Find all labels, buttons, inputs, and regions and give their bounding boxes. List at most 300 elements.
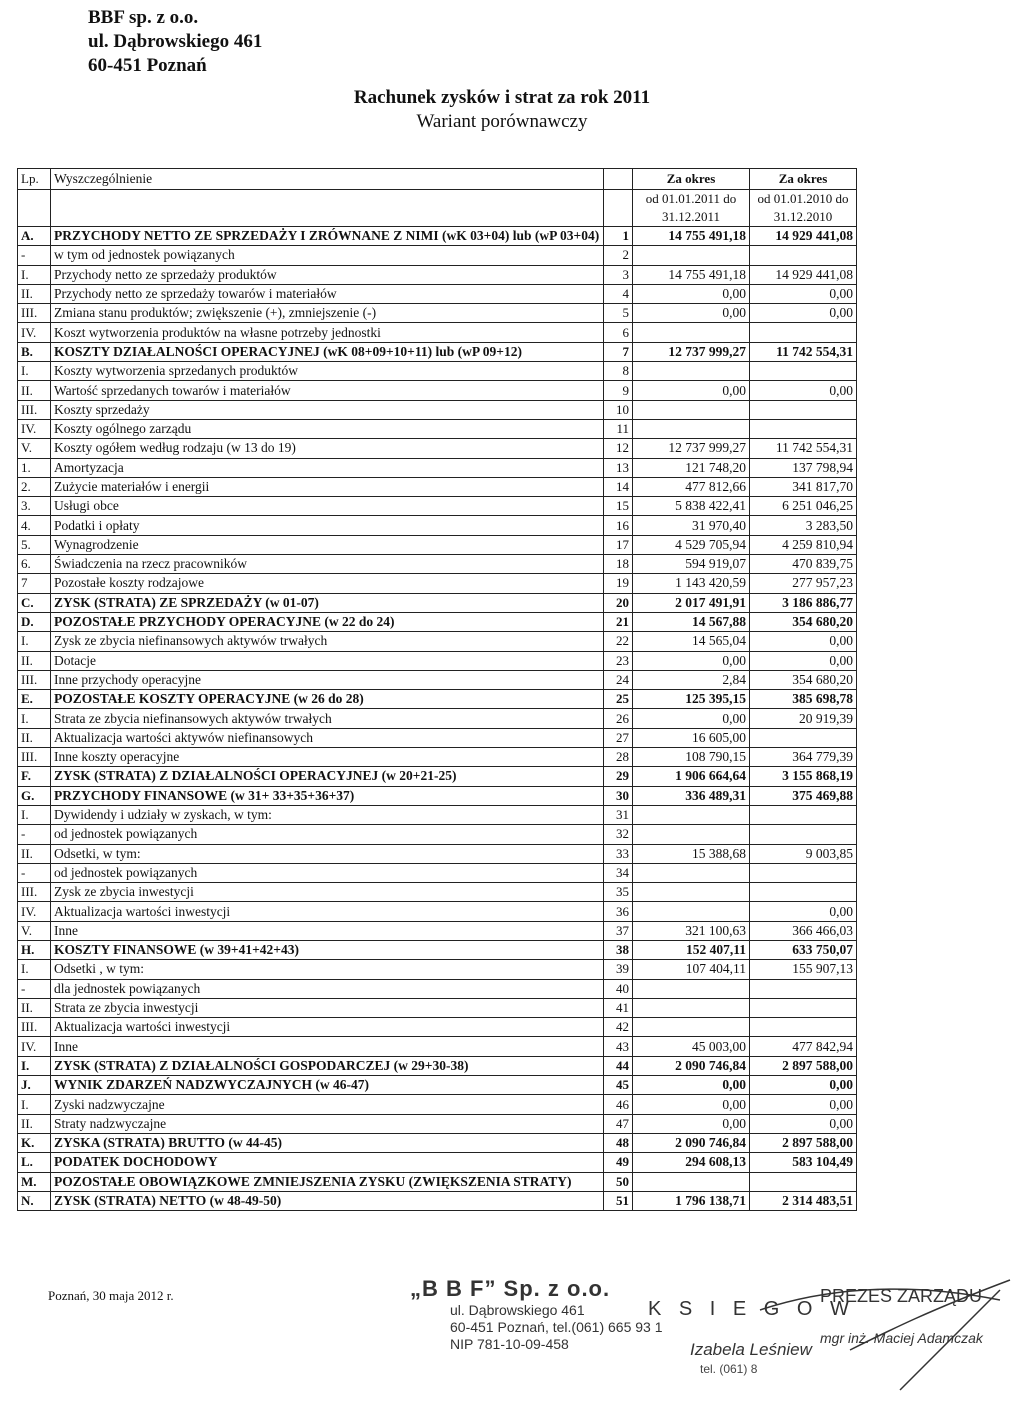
row-value-2011: 14 755 491,18: [633, 265, 750, 284]
company-stamp: [410, 1276, 663, 1353]
row-lp: M.: [18, 1172, 51, 1191]
table-row: [18, 960, 857, 979]
row-value-2011: [633, 863, 750, 882]
row-lp: 6.: [18, 555, 51, 574]
row-value-2010: 3 283,50: [750, 516, 857, 535]
row-number: 31: [604, 805, 633, 824]
row-value-2010: [750, 1172, 857, 1191]
row-description: Odsetki, w tym:: [51, 844, 604, 863]
row-number: 35: [604, 883, 633, 902]
table-row: [18, 497, 857, 516]
table-row: [18, 709, 857, 728]
row-number: 3: [604, 265, 633, 284]
row-value-2011: 121 748,20: [633, 458, 750, 477]
row-lp: F.: [18, 767, 51, 786]
row-description: Aktualizacja wartości aktywów niefinansowych: [51, 728, 604, 747]
row-description: Koszty ogólnego zarządu: [51, 419, 604, 438]
row-lp: J.: [18, 1076, 51, 1095]
row-value-2010: 0,00: [750, 632, 857, 651]
row-description: Inne: [51, 1037, 604, 1056]
document-title-block: [0, 86, 1024, 134]
row-value-2010: 364 779,39: [750, 748, 857, 767]
row-lp: III.: [18, 748, 51, 767]
row-value-2011: 0,00: [633, 381, 750, 400]
row-value-2010: 0,00: [750, 1095, 857, 1114]
table-row: [18, 1056, 857, 1075]
row-lp: 2.: [18, 477, 51, 496]
row-description: Zużycie materiałów i energii: [51, 477, 604, 496]
table-row: [18, 342, 857, 361]
row-description: POZOSTAŁE KOSZTY OPERACYJNE (w 26 do 28): [51, 690, 604, 709]
row-value-2010: 14 929 441,08: [750, 265, 857, 284]
row-value-2010: 2 897 588,00: [750, 1133, 857, 1152]
row-value-2010: 341 817,70: [750, 477, 857, 496]
row-lp: H.: [18, 940, 51, 959]
row-value-2010: [750, 362, 857, 381]
table-row: [18, 748, 857, 767]
row-value-2011: 0,00: [633, 304, 750, 323]
row-number: 6: [604, 323, 633, 342]
row-lp: III.: [18, 304, 51, 323]
row-lp: I.: [18, 632, 51, 651]
table-row: [18, 998, 857, 1017]
row-description: KOSZTY DZIAŁALNOŚCI OPERACYJNEJ (wK 08+09+10+11) lub (wP 09+12): [51, 342, 604, 361]
row-value-2010: [750, 805, 857, 824]
table-row: [18, 979, 857, 998]
company-header: [88, 6, 262, 78]
row-value-2011: 477 812,66: [633, 477, 750, 496]
row-value-2011: 336 489,31: [633, 786, 750, 805]
table-row: [18, 381, 857, 400]
row-lp: I.: [18, 960, 51, 979]
row-value-2011: 2 090 746,84: [633, 1133, 750, 1152]
row-number: 37: [604, 921, 633, 940]
row-value-2010: [750, 998, 857, 1017]
row-value-2011: 2 017 491,91: [633, 593, 750, 612]
row-number: 10: [604, 400, 633, 419]
table-row: [18, 690, 857, 709]
row-value-2011: 45 003,00: [633, 1037, 750, 1056]
row-value-2011: 1 906 664,64: [633, 767, 750, 786]
row-lp: I.: [18, 1056, 51, 1075]
row-value-2010: 11 742 554,31: [750, 342, 857, 361]
company-name: BBF sp. z o.o.: [88, 7, 199, 28]
row-lp: III.: [18, 883, 51, 902]
row-lp: II.: [18, 651, 51, 670]
row-number: 48: [604, 1133, 633, 1152]
row-description: ZYSK (STRATA) ZE SPRZEDAŻY (w 01-07): [51, 593, 604, 612]
row-number: 15: [604, 497, 633, 516]
table-row: [18, 670, 857, 689]
row-value-2011: 107 404,11: [633, 960, 750, 979]
row-lp: II.: [18, 1114, 51, 1133]
row-number: 25: [604, 690, 633, 709]
row-lp: -: [18, 825, 51, 844]
row-number: 33: [604, 844, 633, 863]
row-value-2010: [750, 246, 857, 265]
row-description: Pozostałe koszty rodzajowe: [51, 574, 604, 593]
table-row: [18, 304, 857, 323]
row-lp: B.: [18, 342, 51, 361]
row-value-2011: 0,00: [633, 1095, 750, 1114]
row-number: 21: [604, 612, 633, 631]
table-row: [18, 632, 857, 651]
row-description: KOSZTY FINANSOWE (w 39+41+42+43): [51, 940, 604, 959]
row-lp: 4.: [18, 516, 51, 535]
row-description: Wynagrodzenie: [51, 535, 604, 554]
table-row: [18, 400, 857, 419]
table-row: [18, 825, 857, 844]
row-description: POZOSTAŁE OBOWIĄZKOWE ZMNIEJSZENIA ZYSKU (ZWIĘKSZENIA STRATY): [51, 1172, 604, 1191]
row-lp: L.: [18, 1153, 51, 1172]
table-row: [18, 362, 857, 381]
row-description: od jednostek powiązanych: [51, 863, 604, 882]
row-description: Zysk ze zbycia inwestycji: [51, 883, 604, 902]
row-value-2011: 0,00: [633, 1114, 750, 1133]
row-number: 43: [604, 1037, 633, 1056]
row-number: 11: [604, 419, 633, 438]
row-value-2010: 277 957,23: [750, 574, 857, 593]
table-row: [18, 1153, 857, 1172]
row-value-2011: 1 796 138,71: [633, 1191, 750, 1210]
row-number: 39: [604, 960, 633, 979]
table-row: [18, 883, 857, 902]
row-lp: I.: [18, 362, 51, 381]
row-number: 28: [604, 748, 633, 767]
row-value-2011: [633, 883, 750, 902]
table-row: [18, 458, 857, 477]
row-value-2010: [750, 979, 857, 998]
row-value-2011: 1 143 420,59: [633, 574, 750, 593]
table-row: [18, 535, 857, 554]
row-number: 16: [604, 516, 633, 535]
row-number: 13: [604, 458, 633, 477]
row-value-2010: 3 186 886,77: [750, 593, 857, 612]
row-lp: V.: [18, 439, 51, 458]
table-row: [18, 786, 857, 805]
row-number: 40: [604, 979, 633, 998]
table-header-range-row: [18, 190, 857, 227]
row-number: 7: [604, 342, 633, 361]
table-row: [18, 593, 857, 612]
row-value-2010: 0,00: [750, 284, 857, 303]
row-value-2010: 4 259 810,94: [750, 535, 857, 554]
row-value-2011: 5 838 422,41: [633, 497, 750, 516]
accountant-tel: tel. (061) 8: [700, 1362, 758, 1376]
table-row: [18, 863, 857, 882]
row-number: 30: [604, 786, 633, 805]
row-lp: II.: [18, 998, 51, 1017]
row-number: 9: [604, 381, 633, 400]
row-value-2010: 3 155 868,19: [750, 767, 857, 786]
col-period2-range: od 01.01.2010 do 31.12.2010: [750, 190, 857, 227]
row-lp: II.: [18, 284, 51, 303]
row-lp: II.: [18, 844, 51, 863]
row-value-2011: 108 790,15: [633, 748, 750, 767]
row-description: WYNIK ZDARZEŃ NADZWYCZAJNYCH (w 46-47): [51, 1076, 604, 1095]
row-value-2010: 0,00: [750, 1114, 857, 1133]
row-value-2011: 294 608,13: [633, 1153, 750, 1172]
row-value-2010: 375 469,88: [750, 786, 857, 805]
table-row: [18, 419, 857, 438]
row-lp: -: [18, 246, 51, 265]
row-description: Inne przychody operacyjne: [51, 670, 604, 689]
row-value-2010: [750, 728, 857, 747]
row-value-2010: 6 251 046,25: [750, 497, 857, 516]
row-lp: E.: [18, 690, 51, 709]
row-lp: 7: [18, 574, 51, 593]
row-number: 2: [604, 246, 633, 265]
row-value-2011: [633, 362, 750, 381]
row-description: Usługi obce: [51, 497, 604, 516]
table-row: [18, 1133, 857, 1152]
row-value-2011: 152 407,11: [633, 940, 750, 959]
row-value-2010: 137 798,94: [750, 458, 857, 477]
row-value-2010: 583 104,49: [750, 1153, 857, 1172]
row-description: Zysk ze zbycia niefinansowych aktywów trwałych: [51, 632, 604, 651]
col-desc-header: Wyszczególnienie: [51, 169, 604, 190]
row-number: 24: [604, 670, 633, 689]
row-number: 36: [604, 902, 633, 921]
table-row: [18, 227, 857, 246]
row-number: 49: [604, 1153, 633, 1172]
row-lp: D.: [18, 612, 51, 631]
row-value-2010: 155 907,13: [750, 960, 857, 979]
row-lp: IV.: [18, 323, 51, 342]
company-city: 60-451 Poznań: [88, 55, 207, 76]
row-number: 38: [604, 940, 633, 959]
row-lp: IV.: [18, 419, 51, 438]
row-description: ZYSKA (STRATA) BRUTTO (w 44-45): [51, 1133, 604, 1152]
row-lp: I.: [18, 709, 51, 728]
row-number: 29: [604, 767, 633, 786]
company-street: ul. Dąbrowskiego 461: [88, 31, 263, 52]
row-lp: 1.: [18, 458, 51, 477]
stamp-name: „B B F” Sp. z o.o.: [410, 1276, 611, 1301]
row-description: Aktualizacja wartości inwestycji: [51, 1018, 604, 1037]
row-number: 50: [604, 1172, 633, 1191]
table-row: [18, 902, 857, 921]
col-lp-header: Lp.: [18, 169, 51, 190]
row-description: Zyski nadzwyczajne: [51, 1095, 604, 1114]
row-value-2011: [633, 400, 750, 419]
row-lp: N.: [18, 1191, 51, 1210]
table-row: [18, 805, 857, 824]
row-value-2010: 366 466,03: [750, 921, 857, 940]
row-number: 20: [604, 593, 633, 612]
stamp-nip: NIP 781-10-09-458: [450, 1336, 569, 1352]
row-value-2011: 0,00: [633, 709, 750, 728]
row-value-2011: 125 395,15: [633, 690, 750, 709]
row-lp: III.: [18, 400, 51, 419]
row-number: 51: [604, 1191, 633, 1210]
row-value-2010: [750, 825, 857, 844]
row-number: 44: [604, 1056, 633, 1075]
president-stamp-title: PREZES ZARZĄDU: [820, 1286, 983, 1306]
row-value-2011: 12 737 999,27: [633, 342, 750, 361]
col-period1-header: Za okres: [633, 169, 750, 190]
row-description: dla jednostek powiązanych: [51, 979, 604, 998]
row-value-2011: 2 090 746,84: [633, 1056, 750, 1075]
row-description: Koszty ogółem według rodzaju (w 13 do 19): [51, 439, 604, 458]
row-description: PRZYCHODY FINANSOWE (w 31+ 33+35+36+37): [51, 786, 604, 805]
income-statement-table: [17, 168, 857, 1211]
table-row: [18, 555, 857, 574]
row-value-2010: 0,00: [750, 651, 857, 670]
row-lp: -: [18, 979, 51, 998]
row-value-2011: [633, 419, 750, 438]
row-description: PRZYCHODY NETTO ZE SPRZEDAŻY I ZRÓWNANE Z NIMI (wK 03+04) lub (wP 03+04): [51, 227, 604, 246]
row-number: 23: [604, 651, 633, 670]
document-title: Rachunek zysków i strat za rok 2011: [353, 87, 651, 108]
table-row: [18, 612, 857, 631]
row-value-2011: 14 567,88: [633, 612, 750, 631]
row-description: Amortyzacja: [51, 458, 604, 477]
row-number: 41: [604, 998, 633, 1017]
row-number: 18: [604, 555, 633, 574]
row-lp: 3.: [18, 497, 51, 516]
row-description: ZYSK (STRATA) Z DZIAŁALNOŚCI OPERACYJNEJ (w 20+21-25): [51, 767, 604, 786]
row-number: 26: [604, 709, 633, 728]
row-value-2011: [633, 825, 750, 844]
row-number: 14: [604, 477, 633, 496]
row-number: 5: [604, 304, 633, 323]
row-value-2010: 11 742 554,31: [750, 439, 857, 458]
row-number: 34: [604, 863, 633, 882]
table-row: [18, 265, 857, 284]
row-description: PODATEK DOCHODOWY: [51, 1153, 604, 1172]
table-row: [18, 516, 857, 535]
table-row: [18, 246, 857, 265]
row-number: 47: [604, 1114, 633, 1133]
row-description: Koszt wytworzenia produktów na własne potrzeby jednostki: [51, 323, 604, 342]
row-lp: III.: [18, 1018, 51, 1037]
row-value-2010: 2 897 588,00: [750, 1056, 857, 1075]
stamp-city-tel: 60-451 Poznań, tel.(061) 665 93 1: [450, 1319, 663, 1335]
table-row: [18, 1114, 857, 1133]
row-value-2011: 31 970,40: [633, 516, 750, 535]
row-value-2011: [633, 998, 750, 1017]
row-value-2010: 14 929 441,08: [750, 227, 857, 246]
table-row: [18, 767, 857, 786]
row-value-2011: 0,00: [633, 1076, 750, 1095]
row-value-2011: 321 100,63: [633, 921, 750, 940]
row-value-2010: 0,00: [750, 902, 857, 921]
row-description: POZOSTAŁE PRZYCHODY OPERACYJNE (w 22 do 24): [51, 612, 604, 631]
row-number: 42: [604, 1018, 633, 1037]
row-value-2011: [633, 979, 750, 998]
row-description: Wartość sprzedanych towarów i materiałów: [51, 381, 604, 400]
table-row: [18, 1037, 857, 1056]
row-value-2010: 477 842,94: [750, 1037, 857, 1056]
row-value-2010: [750, 883, 857, 902]
row-value-2011: 16 605,00: [633, 728, 750, 747]
row-lp: G.: [18, 786, 51, 805]
row-value-2011: [633, 323, 750, 342]
row-value-2010: 20 919,39: [750, 709, 857, 728]
row-number: 19: [604, 574, 633, 593]
row-lp: I.: [18, 805, 51, 824]
row-number: 4: [604, 284, 633, 303]
row-lp: 5.: [18, 535, 51, 554]
row-number: 22: [604, 632, 633, 651]
table-row: [18, 651, 857, 670]
row-lp: A.: [18, 227, 51, 246]
row-value-2010: 354 680,20: [750, 612, 857, 631]
row-lp: II.: [18, 381, 51, 400]
row-lp: K.: [18, 1133, 51, 1152]
row-description: w tym od jednostek powiązanych: [51, 246, 604, 265]
row-number: 8: [604, 362, 633, 381]
table-row: [18, 439, 857, 458]
row-number: 46: [604, 1095, 633, 1114]
row-lp: C.: [18, 593, 51, 612]
row-value-2010: 470 839,75: [750, 555, 857, 574]
row-lp: I.: [18, 265, 51, 284]
row-value-2011: [633, 246, 750, 265]
table-row: [18, 921, 857, 940]
row-value-2010: [750, 400, 857, 419]
row-description: Straty nadzwyczajne: [51, 1114, 604, 1133]
row-lp: V.: [18, 921, 51, 940]
row-value-2011: 2,84: [633, 670, 750, 689]
row-number: 17: [604, 535, 633, 554]
row-value-2011: [633, 902, 750, 921]
row-value-2010: 2 314 483,51: [750, 1191, 857, 1210]
row-value-2010: 9 003,85: [750, 844, 857, 863]
row-description: Zmiana stanu produktów; zwiększenie (+), zmniejszenie (-): [51, 304, 604, 323]
table-row: [18, 1095, 857, 1114]
row-description: Dywidendy i udziały w zyskach, w tym:: [51, 805, 604, 824]
row-value-2011: 14 755 491,18: [633, 227, 750, 246]
row-description: Podatki i opłaty: [51, 516, 604, 535]
col-period2-header: Za okres: [750, 169, 857, 190]
row-description: Inne koszty operacyjne: [51, 748, 604, 767]
row-description: Koszty sprzedaży: [51, 400, 604, 419]
row-value-2010: 354 680,20: [750, 670, 857, 689]
row-lp: -: [18, 863, 51, 882]
table-row: [18, 574, 857, 593]
stamp-street: ul. Dąbrowskiego 461: [450, 1302, 585, 1318]
row-number: 32: [604, 825, 633, 844]
row-value-2010: [750, 1018, 857, 1037]
row-description: Przychody netto ze sprzedaży towarów i materiałów: [51, 284, 604, 303]
accountant-stamp-title: K S I E G O W: [648, 1298, 855, 1320]
row-value-2011: 594 919,07: [633, 555, 750, 574]
row-value-2010: 0,00: [750, 381, 857, 400]
row-description: ZYSK (STRATA) Z DZIAŁALNOŚCI GOSPODARCZEJ (w 29+30-38): [51, 1056, 604, 1075]
table-header-row: [18, 169, 857, 190]
table-row: [18, 1076, 857, 1095]
row-description: Koszty wytworzenia sprzedanych produktów: [51, 362, 604, 381]
president-name: mgr inż. Maciej Adamczak: [820, 1330, 983, 1346]
row-description: Przychody netto ze sprzedaży produktów: [51, 265, 604, 284]
row-lp: IV.: [18, 902, 51, 921]
row-description: Świadczenia na rzecz pracowników: [51, 555, 604, 574]
row-value-2010: [750, 419, 857, 438]
row-description: Strata ze zbycia niefinansowych aktywów trwałych: [51, 709, 604, 728]
row-number: 12: [604, 439, 633, 458]
row-number: 45: [604, 1076, 633, 1095]
row-lp: IV.: [18, 1037, 51, 1056]
row-lp: III.: [18, 670, 51, 689]
row-number: 1: [604, 227, 633, 246]
table-row: [18, 1172, 857, 1191]
row-description: Strata ze zbycia inwestycji: [51, 998, 604, 1017]
row-value-2011: 15 388,68: [633, 844, 750, 863]
row-value-2010: [750, 323, 857, 342]
table-row: [18, 477, 857, 496]
